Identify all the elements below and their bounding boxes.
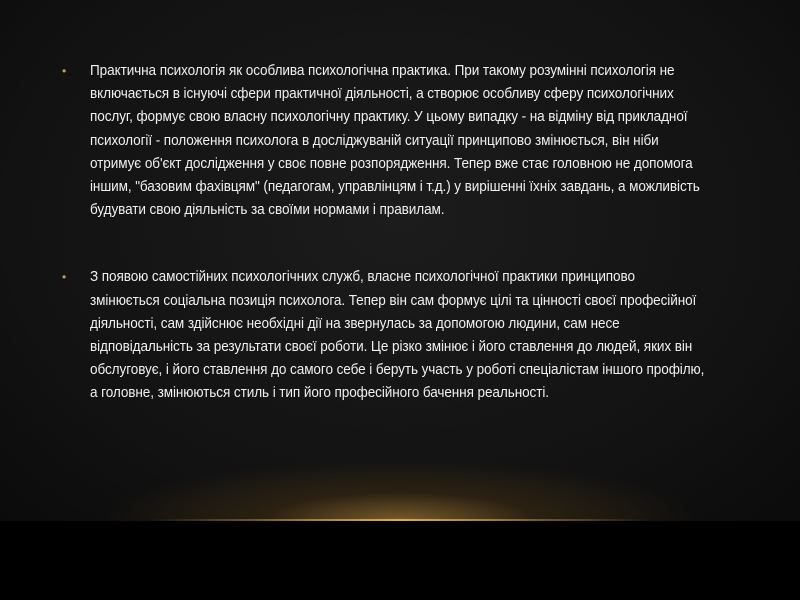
bullet-icon: • [62,64,67,78]
bullet-item-2 [62,266,752,405]
bullet-item-1 [62,60,752,222]
paragraph-practical-psychology: Практична психологія як особлива психологічна практика. При такому розумінні психологія не включається в існуючі сфери практичної діяльності, а створює особливу сферу психологічних послуг, формує свою власну психологічну практику. У цьому випадку - на відміну від прикладної психології - положення психолога в досліджуваній ситуації принципово змінюється, він ніби отримує об'єкт дослідження у своє повне розпорядження. Тепер вже стає головною не допомога іншим, "базовим фахівцям" (педагогам, управлінцям і т.д.) у вирішенні їхніх завдань, а можливість будувати свою діяльність за своїми нормами і правилам. [90,63,700,219]
slide-bottom-band [0,521,800,600]
bullet-icon: • [62,270,67,285]
paragraph-psychological-services: З появою самостійних психологічних служб, власне психологічної практики принципово змінюється соціальна позиція психолога. Тепер він сам формує цілі та цінності своєї професійної діяльності, сам здійснює необхідні дії на звернулась за допомогою людини, сам несе відповідальність за результати своєї роботи. Це різко змінює і його ставлення до людей, яких він обслуговує, і його ставлення до самого себе і беруть участь у роботі спеціалістам іншого профілю, а головне, змінюються стиль і тип його професійного бачення реальності. [90,269,705,402]
slide-content [62,60,752,406]
